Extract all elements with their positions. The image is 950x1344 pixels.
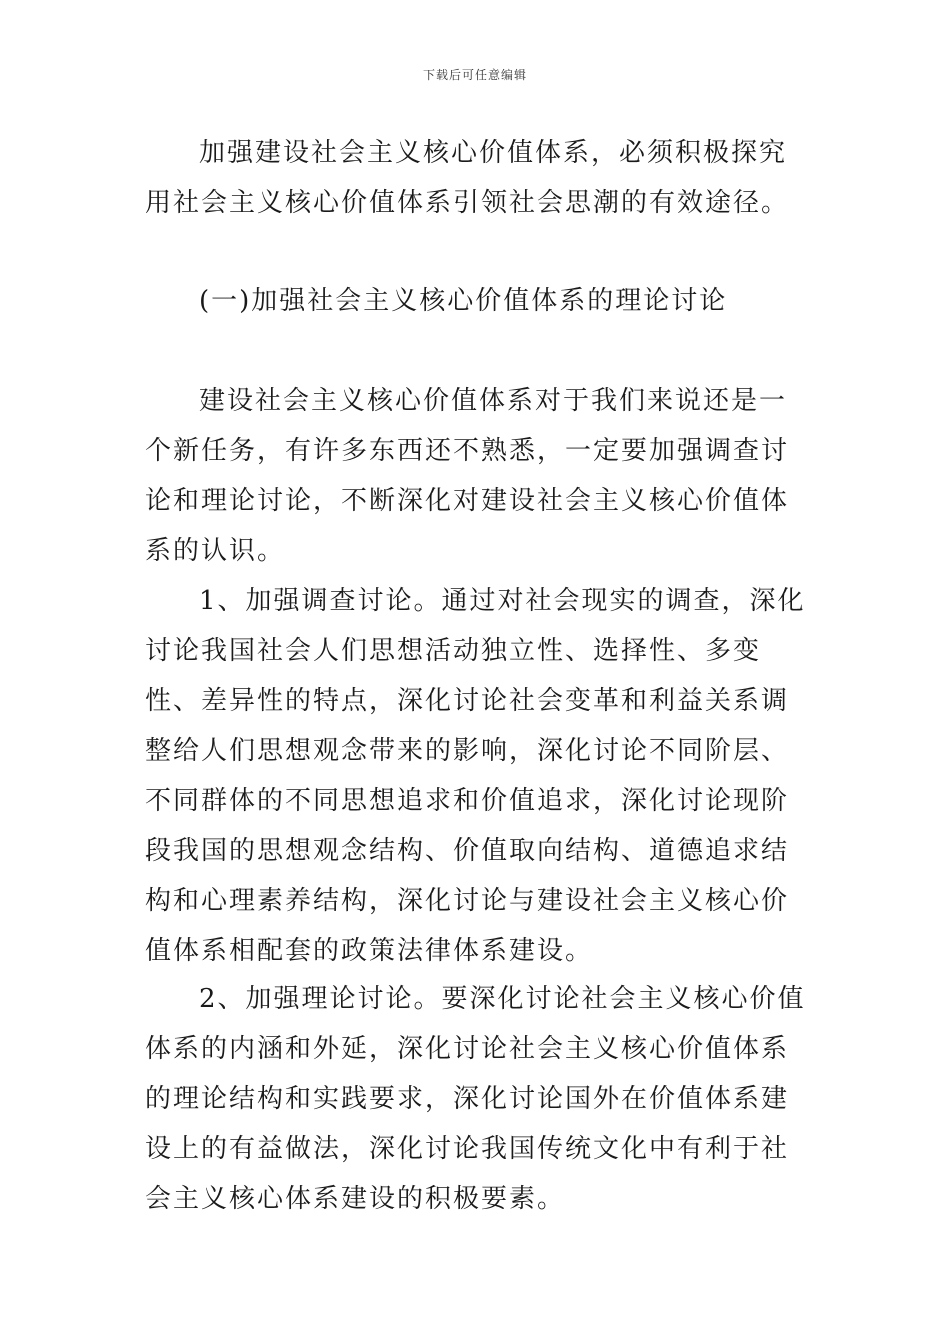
paragraph-item-1: 1、加强调查讨论。通过对社会现实的调查，深化讨论我国社会人们思想活动独立性、选择性、多变性、差异性的特点，深化讨论社会变革和利益关系调整给人们思想观念带来的影响，深化讨论不同阶层、不同群体的不同思想追求和价值追求，深化讨论现阶段我国的思想观念结构、价值取向结构、道德追求结构和心理素养结构，深化讨论与建设社会主义核心价值体系相配套的政策法律体系建设。 [145, 586, 806, 966]
header-note: 下载后可任意编辑 [422, 68, 527, 82]
paragraph-intro: 加强建设社会主义核心价值体系，必须积极探究用社会主义核心价值体系引领社会思潮的有效途径。 [145, 138, 790, 218]
paragraph-item-2: 2、加强理论讨论。要深化讨论社会主义核心价值体系的内涵和外延，深化讨论社会主义核心价值体系的理论结构和实践要求，深化讨论国外在价值体系建设上的有益做法，深化讨论我国传统文化中有利于社会主义核心体系建设的积极要素。 [145, 984, 806, 1214]
paragraph-section-overview: 建设社会主义核心价值体系对于我们来说还是一个新任务，有许多东西还不熟悉，一定要加强调查讨论和理论讨论，不断深化对建设社会主义核心价值体系的认识。 [145, 386, 790, 566]
section-heading: (一)加强社会主义核心价值体系的理论讨论 [199, 286, 728, 316]
